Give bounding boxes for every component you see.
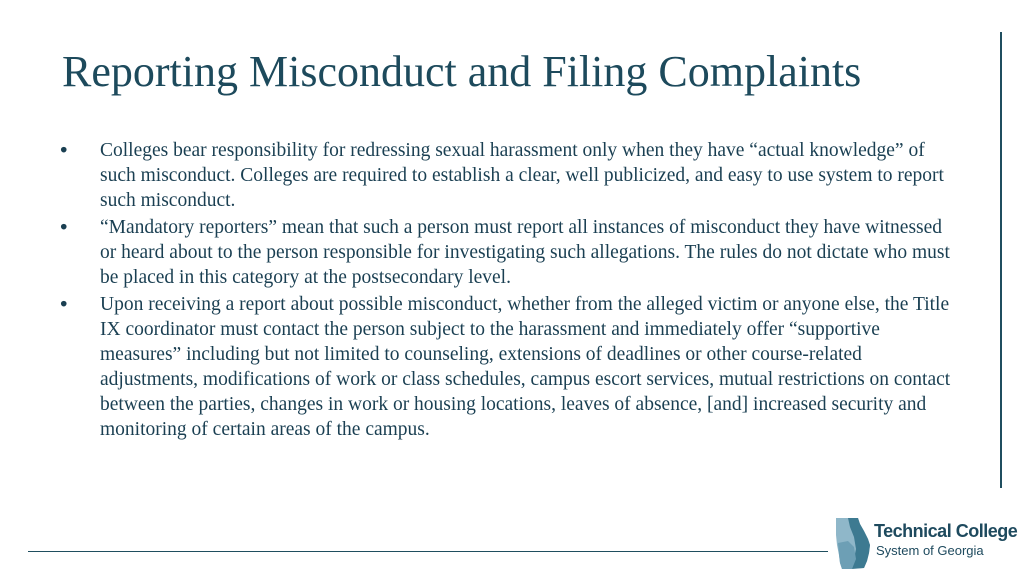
bullet-marker: • <box>58 139 70 162</box>
bullet-text: “Mandatory reporters” mean that such a person must report all instances of misconduct they have witnessed or heard about to the person responsible for investigating such allegations. The rules do not dictate who must be placed in this category at the postsecondary level. <box>100 217 950 288</box>
bullet-text: Colleges bear responsibility for redressing sexual harassment only when they have “actual knowledge” of such misconduct. Colleges are required to establish a clear, well publicized, and easy to use system to report such misconduct. <box>100 140 944 211</box>
bullet-text: Upon receiving a report about possible misconduct, whether from the alleged victim or anyone else, the Title IX coordinator must contact the person subject to the harassment and immediately offer “supportive measures” including but not limited to counseling, extensions of deadlines or other course-related adjustments, modifications of work or class schedules, campus escort services, mutual restrictions on contact between the parties, changes in work or housing locations, leaves of absence, [and] increased security and monitoring of certain areas of the campus. <box>100 294 951 440</box>
bullet-item <box>58 292 963 442</box>
bullet-item <box>58 138 963 213</box>
slide-title: Reporting Misconduct and Filing Complaints <box>62 47 862 96</box>
georgia-map-icon <box>834 515 872 571</box>
bullet-list <box>58 138 963 444</box>
logo-line-1: Technical College <box>874 521 1018 541</box>
bullet-item <box>58 215 963 290</box>
bullet-marker: • <box>58 216 70 239</box>
logo-line-2: System of Georgia <box>876 543 984 558</box>
vertical-divider <box>1000 32 1002 488</box>
horizontal-divider <box>28 551 828 552</box>
bullet-marker: • <box>58 293 70 316</box>
tcsg-logo <box>834 515 1018 573</box>
